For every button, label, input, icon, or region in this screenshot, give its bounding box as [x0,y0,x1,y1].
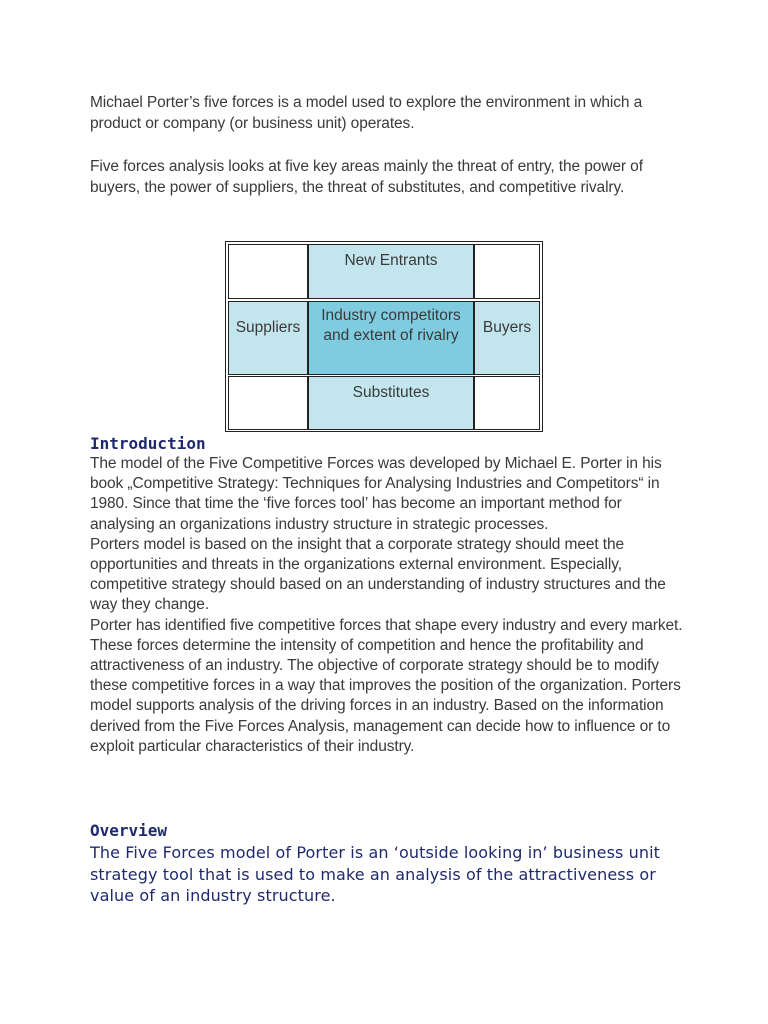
buyers-label: Buyers [482,319,532,336]
diagram-cell-suppliers [228,301,308,375]
substitutes-label: Substitutes [352,384,430,401]
introduction-heading: Introduction [90,434,206,453]
diagram-cell-new-entrants [308,244,474,299]
introduction-paragraph: The model of the Five Competitive Forces was developed by Michael E. Porter in his book „Competitive Strategy: Techniques for Analysing Industries and Competitors“ in 1980. Since that time the ‘five forces tool’ has become an important method for analysing an organizations industry structure in strategic processes. [90,455,662,533]
diagram-cell-substitutes [308,376,474,430]
five-forces-diagram [225,241,543,432]
diagram-corner-top-right [474,244,540,299]
new-entrants-label: New Entrants [344,252,438,269]
introduction-paragraph: Porter has identified five competitive forces that shape every industry and every market. These forces determine the intensity of competition and hence the profitability and attractiveness of an industry. The objective of corporate strategy should be to modify these competitive forces in a way that improves the position of the organization. Porters model supports analysis of the driving forces in an industry. Based on the information derived from the Five Forces Analysis, management can decide how to influence or to exploit particular characteristics of their industry. [90,616,683,755]
overview-heading: Overview [90,821,168,840]
diagram-corner-bottom-right [474,376,540,430]
suppliers-label: Suppliers [235,319,301,336]
diagram-corner-top-left [228,244,308,299]
intro-paragraph-1: Michael Porter’s five forces is a model used to explore the environment in which a product or company (or business unit) operates. [90,94,643,132]
introduction-paragraph: Porters model is based on the insight that a corporate strategy should meet the opportunities and threats in the organizations external environment. Especially, competitive strategy should based on an understanding of industry structures and the way they change. [90,535,666,614]
industry-competitors-label-line-1: Industry competitors [321,307,461,324]
diagram-corner-bottom-left [228,376,308,430]
diagram-cell-buyers [474,301,540,375]
intro-paragraph-2: Five forces analysis looks at five key areas mainly the threat of entry, the power of buyers, the power of suppliers, the threat of substitutes, and competitive rivalry. [90,158,643,196]
industry-competitors-label-line-2: and extent of rivalry [323,327,459,344]
overview-text: The Five Forces model of Porter is an ‘outside looking in’ business unit strategy tool that is used to make an analysis of the attractiveness or value of an industry structure. [90,843,661,905]
diagram-cell-industry-competitors [308,301,474,375]
introduction-body [90,454,690,757]
